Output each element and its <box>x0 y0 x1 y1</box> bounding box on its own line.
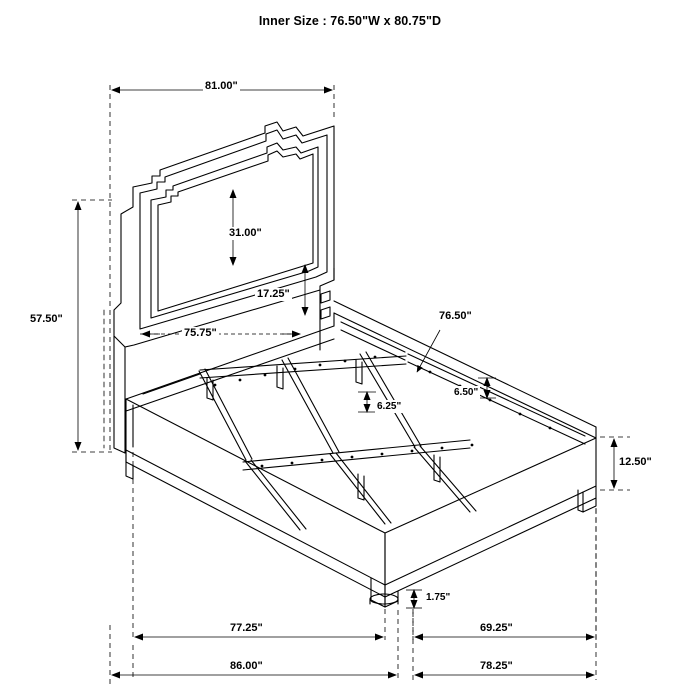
dim-slat-gap-center: 6.25" <box>377 401 402 412</box>
dim-side-rail-depth: 76.50" <box>439 310 472 322</box>
dim-overall-width: 86.00" <box>230 660 263 672</box>
dim-rail-height: 12.50" <box>619 456 652 468</box>
dim-overall-depth: 78.25" <box>480 660 513 672</box>
dim-rail-to-panel: 17.25" <box>257 288 290 300</box>
dim-overall-height: 57.50" <box>30 313 63 325</box>
dim-foot-clearance: 1.75" <box>426 592 451 603</box>
dim-slat-gap-right: 6.50" <box>454 387 479 398</box>
dim-top-width: 81.00" <box>205 80 238 92</box>
dim-headboard-panel: 31.00" <box>229 227 262 239</box>
dim-side-length: 69.25" <box>480 622 513 634</box>
dim-inner-width: 75.75" <box>184 327 217 339</box>
page-title: Inner Size : 76.50"W x 80.75"D <box>258 14 442 28</box>
dim-front-width: 77.25" <box>230 622 263 634</box>
